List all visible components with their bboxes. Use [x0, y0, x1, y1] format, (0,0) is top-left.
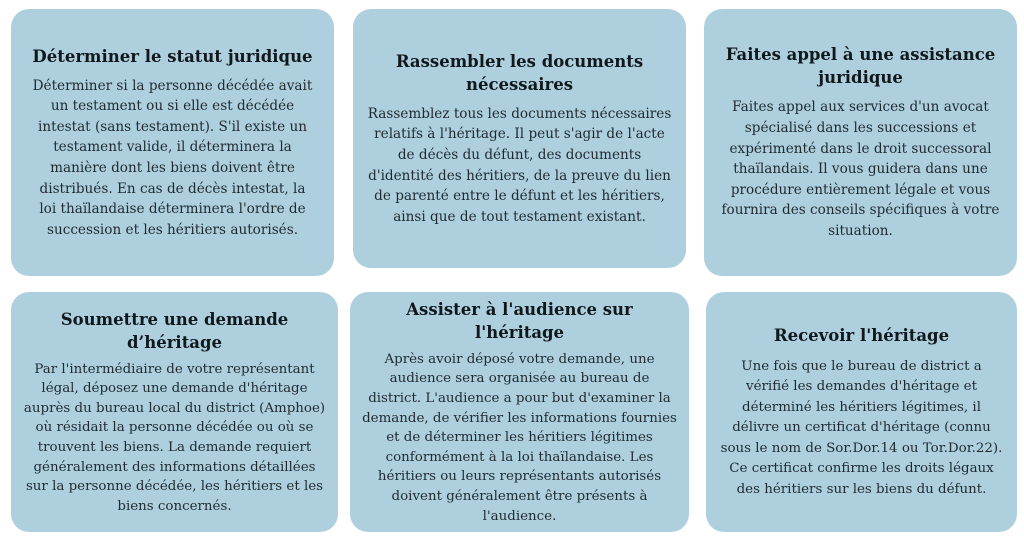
step-title: Recevoir l'héritage	[773, 326, 950, 346]
step-card-receive-inheritance	[706, 292, 1017, 532]
step-description: Déterminer si la personne décédée avait un testament ou si elle est décédée intestat (sans testament). S'il existe un testament valide, il déterminera la manière dont les biens doivent être distribués. En cas de décès intestat, la loi thaïlandaise déterminera l'ordre de succession et les héritiers autorisés.	[32, 77, 313, 238]
step-card-gather-documents	[353, 9, 686, 268]
step-description: Par l'intermédiaire de votre représentant légal, déposez une demande d'héritage auprès du bureau local du district (Amphoe) où résidait la personne décédée ou où se trouvent les biens. La demande requiert généralement des informations détaillées sur la personne décédée, les héritiers et les biens concernés.	[23, 361, 326, 514]
step-description: Rassemblez tous les documents nécessaires relatifs à l'héritage. Il peut s'agir de l'acte de décès du défunt, des documents d'identité des héritiers, de la preuve du lien de parenté entre le défunt et les héritiers, ainsi que de tout testament existant.	[367, 105, 672, 225]
step-description: Une fois que le bureau de district a vérifié les demandes d'héritage et déterminé les héritiers légitimes, il délivre un certificat d'héritage (connu sous le nom de Sor.Dor.14 ou Tor.Dor.22). Ce certificat confirme les droits légaux des héritiers sur les biens du défunt.	[720, 359, 1003, 497]
step-title: Soumettre une demande d’héritage	[60, 309, 289, 352]
step-card-legal-assistance	[704, 9, 1017, 276]
step-title: Déterminer le statut juridique	[32, 46, 313, 66]
step-description: Faites appel aux services d'un avocat spécialisé dans les successions et expérimenté dans le droit successoral thaïlandais. Il vous guidera dans une procédure entièrement légale et vous fournira des conseils spécifiques à votre situation.	[721, 99, 1000, 239]
step-title: Assister à l'audience sur l'héritage	[406, 299, 633, 342]
step-title: Faites appel à une assistance juridique	[725, 45, 996, 88]
step-card-submit-application	[11, 292, 338, 532]
step-card-determine-legal-status	[11, 9, 334, 276]
step-title: Rassembler les documents nécessaires	[395, 51, 644, 94]
step-card-attend-hearing	[350, 292, 689, 532]
step-description: Après avoir déposé votre demande, une audience sera organisée au bureau de district. L'audience a pour but d'examiner la demande, de vérifier les informations fournies et de déterminer les héritiers légitimes conformément à la loi thaïlandaise. Les héritiers ou leurs représentants autorisés doivent généralement être présents à l'audience.	[362, 351, 677, 524]
